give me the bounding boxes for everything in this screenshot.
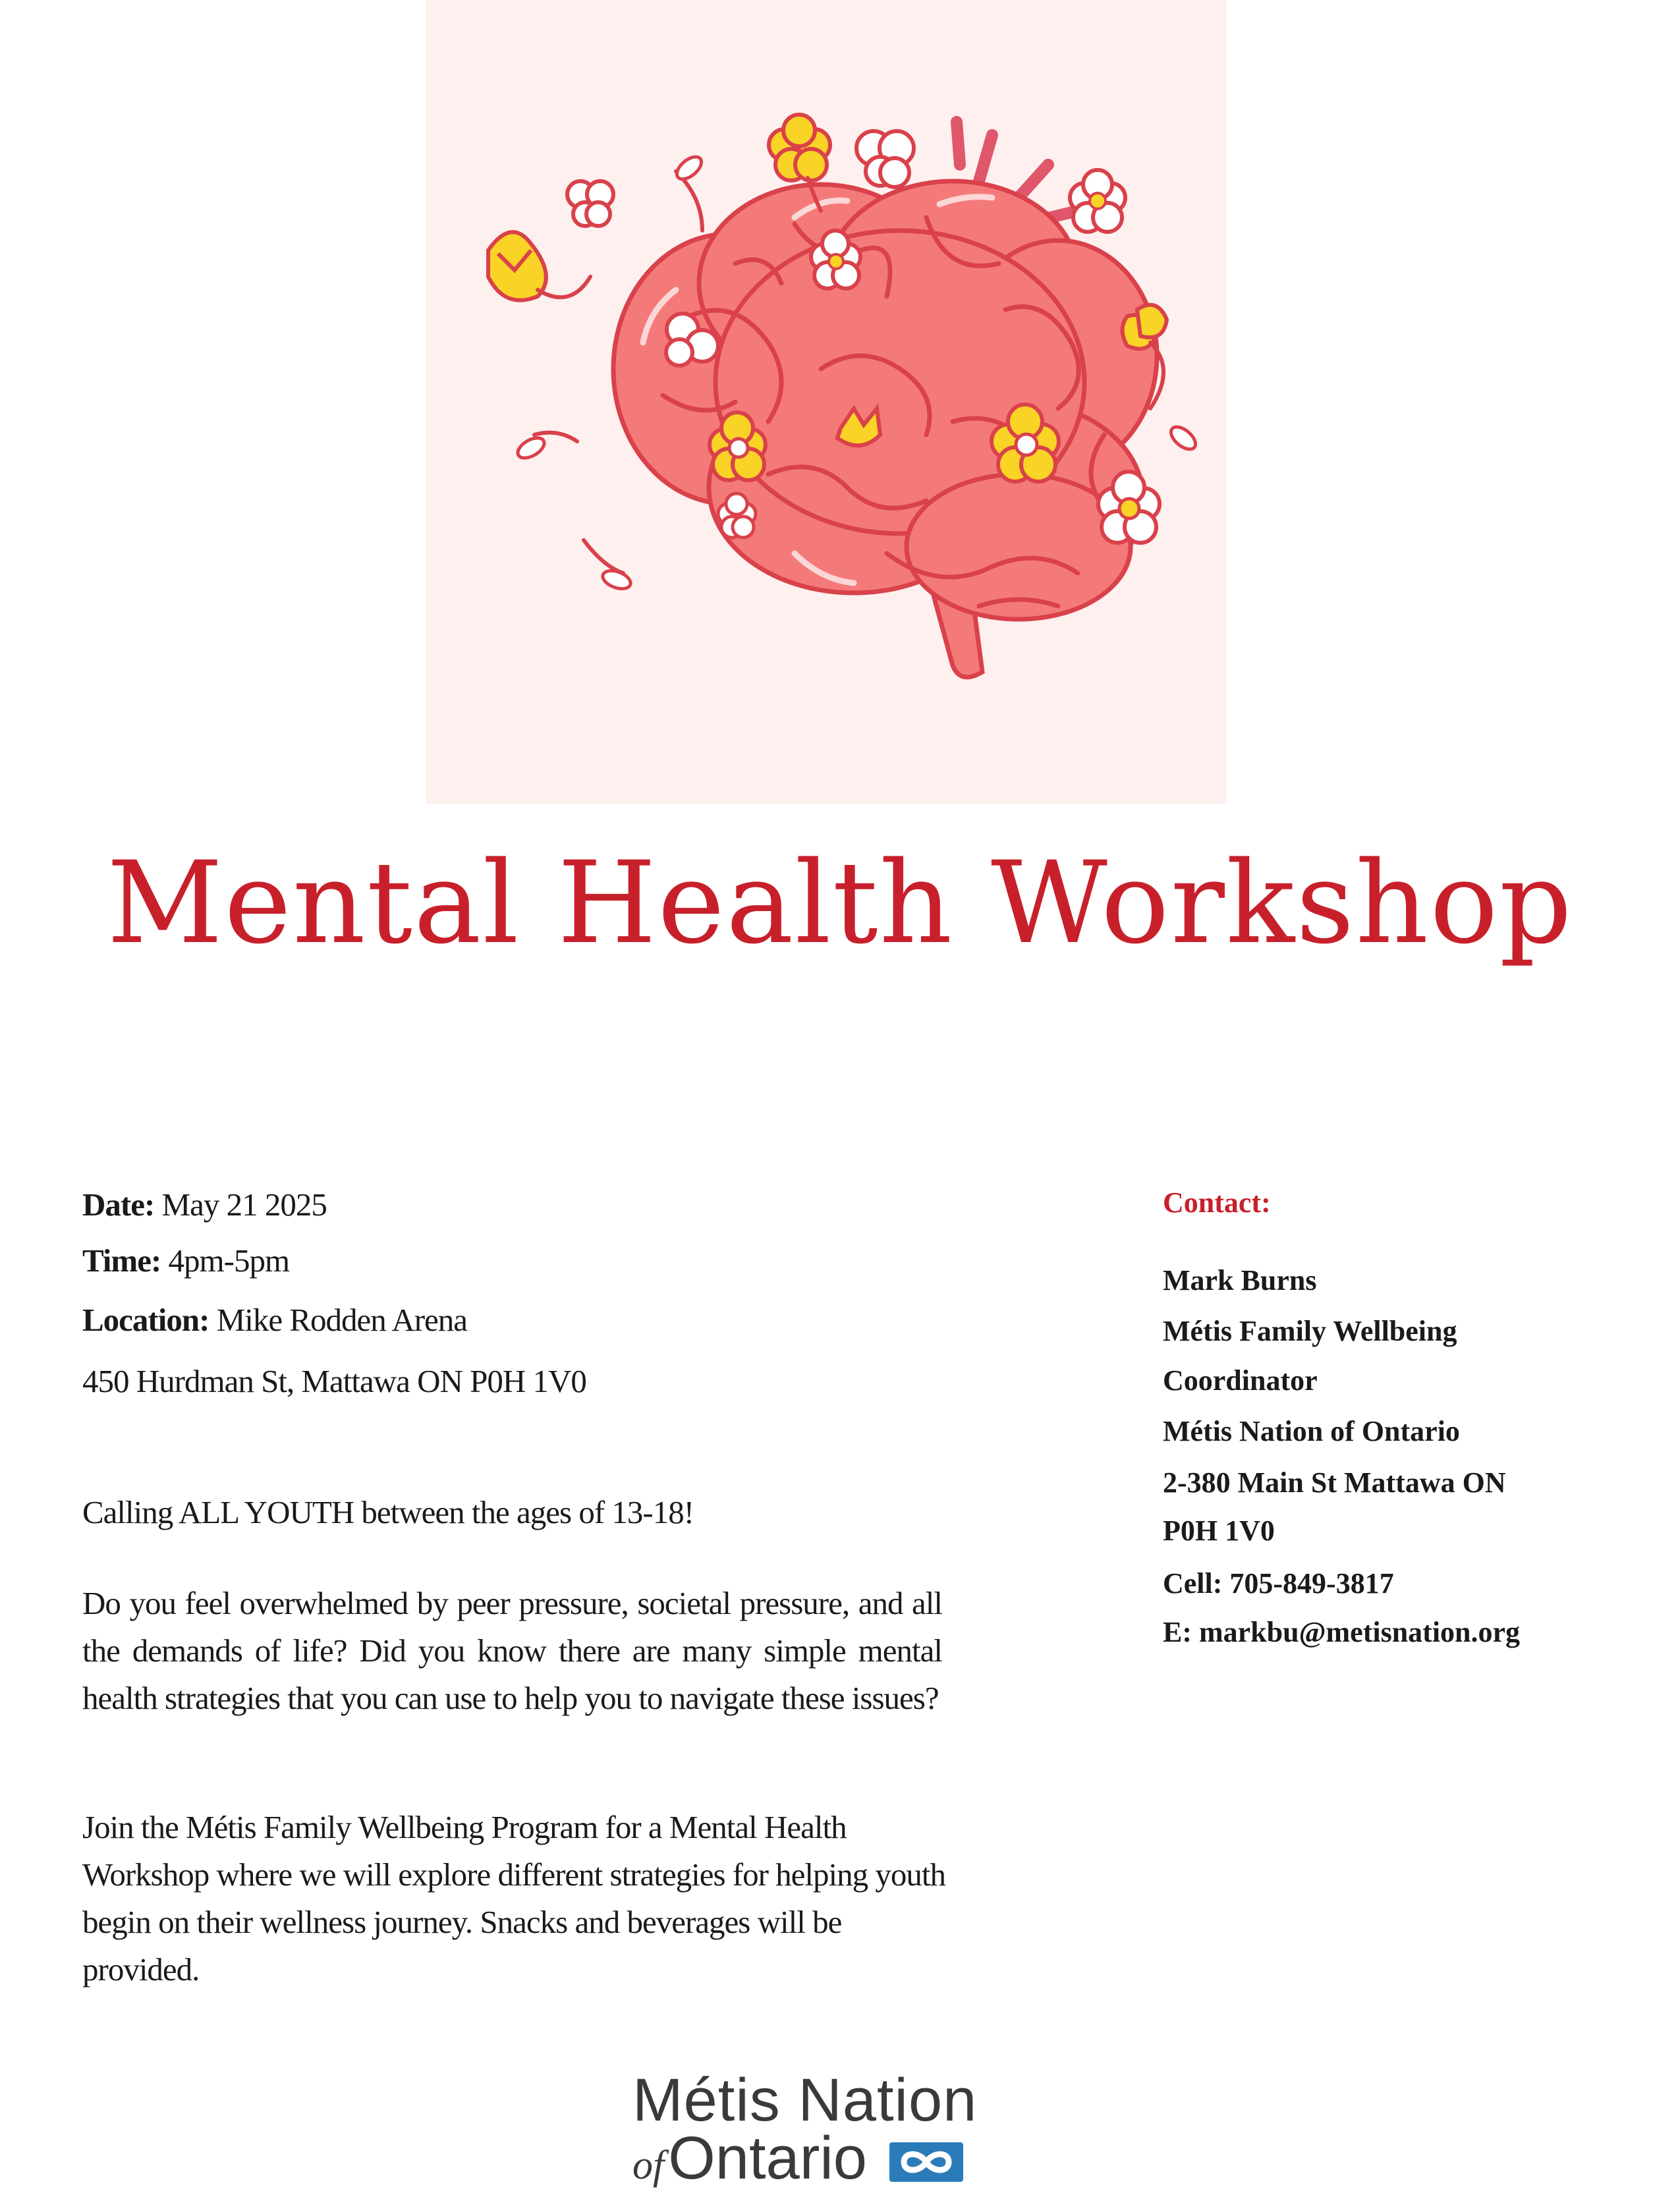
- location-label: Location:: [82, 1302, 210, 1338]
- contact-address-line-1: 2-380 Main St Mattawa ON: [1163, 1466, 1506, 1499]
- butterfly-icon: [567, 181, 613, 226]
- infinity-icon: [889, 2142, 963, 2182]
- contact-heading: Contact:: [1163, 1186, 1271, 1219]
- location-value: Mike Rodden Arena: [216, 1302, 468, 1338]
- time-label: Time:: [82, 1242, 161, 1279]
- date-label: Date:: [82, 1186, 155, 1223]
- time-row: [82, 1242, 289, 1279]
- logo-line-2: [632, 2127, 867, 2197]
- mno-logo: [626, 2067, 978, 2192]
- logo-line-1: Métis Nation: [632, 2067, 978, 2134]
- flower-icon: [769, 115, 830, 181]
- location-row: [82, 1301, 467, 1339]
- logo-ontario: Ontario: [668, 2125, 867, 2192]
- youth-callout: Calling ALL YOUTH between the ages of 13-18!: [82, 1494, 694, 1530]
- logo-of: of: [632, 2143, 665, 2188]
- time-value: 4pm-5pm: [168, 1242, 290, 1279]
- contact-email[interactable]: E: markbu@metisnation.org: [1163, 1616, 1521, 1648]
- contact-address-line-2: P0H 1V0: [1163, 1515, 1275, 1547]
- date-row: [82, 1186, 327, 1223]
- date-value: May 21 2025: [161, 1186, 327, 1223]
- address-line: 450 Hurdman St, Mattawa ON P0H 1V0: [82, 1363, 586, 1399]
- intro-paragraph: Do you feel overwhelmed by peer pressure, societal pressure, and all the demands of life? Did you know there are many simple mental health strategies that you can use to help you to navigate these issues?: [82, 1585, 942, 1716]
- contact-organization: Métis Nation of Ontario: [1163, 1415, 1460, 1447]
- flower-icon: [1070, 170, 1125, 232]
- butterfly-icon: [856, 131, 914, 187]
- program-paragraph: Join the Métis Family Wellbeing Program for a Mental Health Workshop where we will explore different strategies for helping youth begin on their wellness journey. Snacks and beverages will be provided.: [82, 1809, 946, 1988]
- brain-illustration: [426, 0, 1227, 804]
- page-title: Mental Health Workshop: [107, 837, 1573, 969]
- hero-illustration: [426, 0, 1227, 804]
- contact-title-line-1: Métis Family Wellbeing: [1163, 1315, 1457, 1347]
- contact-title-line-2: Coordinator: [1163, 1364, 1318, 1397]
- contact-phone[interactable]: Cell: 705-849-3817: [1163, 1567, 1394, 1599]
- contact-name: Mark Burns: [1163, 1264, 1317, 1296]
